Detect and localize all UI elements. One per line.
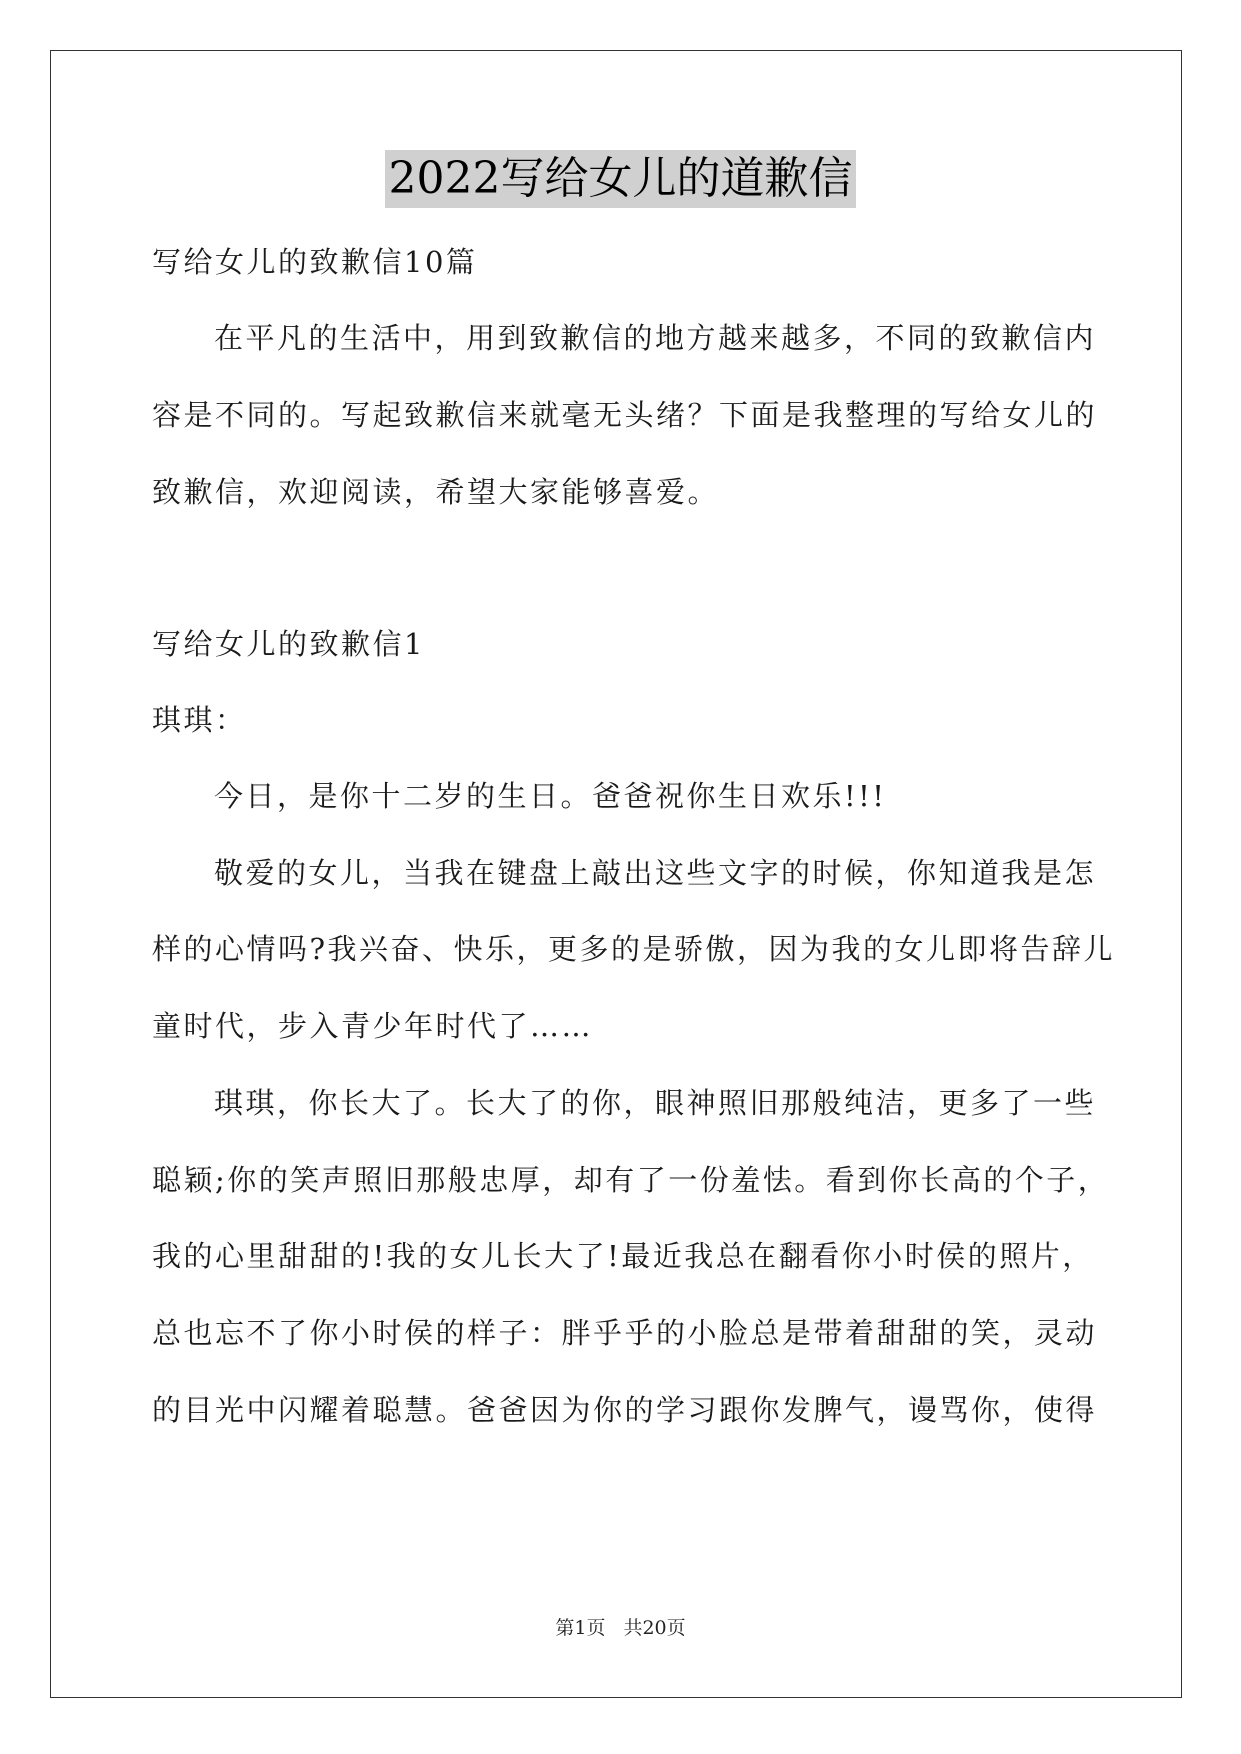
document-title: 2022写给女儿的道歉信	[385, 150, 857, 208]
page-footer	[0, 1615, 1241, 1641]
paragraph-line: 在平凡的生活中，用到致歉信的地方越来越多，不同的致歉信内	[214, 321, 1097, 355]
paragraph-line: 的目光中闪耀着聪慧。爸爸因为你的学习跟你发脾气，谩骂你，使得	[152, 1393, 1098, 1427]
paragraph-line: 聪颖;你的笑声照旧那般忠厚，却有了一份羞怯。看到你长高的个子，	[152, 1163, 1110, 1197]
subtitle-line: 写给女儿的致歉信10篇	[152, 245, 478, 279]
paragraph-line: 琪琪，你长大了。长大了的你，眼神照旧那般纯洁，更多了一些	[214, 1086, 1097, 1120]
paragraph-line: 样的心情吗?我兴奋、快乐，更多的是骄傲，因为我的女儿即将告辞儿	[152, 932, 1116, 966]
paragraph-line: 致歉信，欢迎阅读，希望大家能够喜爱。	[152, 475, 720, 509]
page-total: 共20页	[623, 1617, 686, 1639]
paragraph-line: 童时代，步入青少年时代了……	[152, 1009, 594, 1043]
salutation: 琪琪：	[152, 703, 247, 737]
page-number: 第1页	[555, 1617, 606, 1639]
paragraph-line: 总也忘不了你小时侯的样子：胖乎乎的小脸总是带着甜甜的笑，灵动	[152, 1316, 1098, 1350]
title-container	[0, 150, 1241, 208]
paragraph-line: 我的心里甜甜的!我的女儿长大了!最近我总在翻看你小时侯的照片，	[152, 1239, 1094, 1273]
paragraph-line: 敬爱的女儿，当我在键盘上敲出这些文字的时候，你知道我是怎	[214, 856, 1097, 890]
paragraph-line: 容是不同的。写起致歉信来就毫无头绪？下面是我整理的写给女儿的	[152, 398, 1098, 432]
section-heading: 写给女儿的致歉信1	[152, 627, 425, 661]
paragraph-line: 今日，是你十二岁的生日。爸爸祝你生日欢乐!!!	[214, 779, 887, 813]
